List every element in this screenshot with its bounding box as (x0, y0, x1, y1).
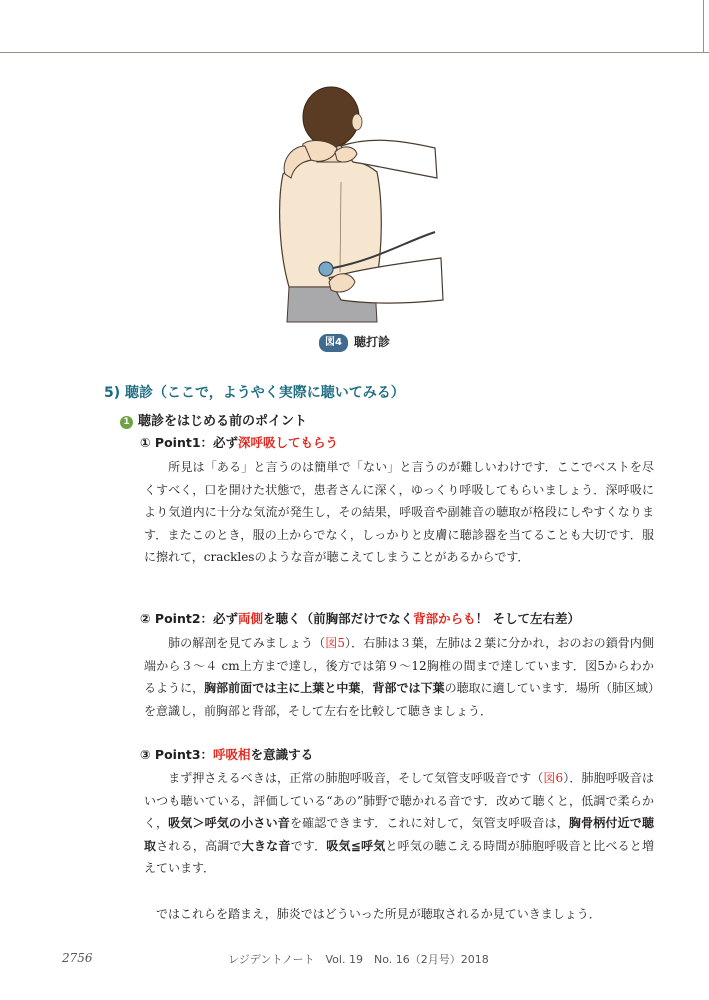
point1-paragraph (144, 456, 654, 569)
point1-highlight: 深呼吸してもらう (238, 435, 339, 450)
section-heading: 5) 聴診（ここで，ようやく実際に聴いてみる） (104, 385, 405, 401)
page-number: 2756 (62, 951, 93, 965)
figure6-reference[interactable]: 図6 (543, 771, 564, 785)
closing-sentence: ではこれらを踏まえ，肺炎ではどういった所見が聴取されるか見ていきましょう． (156, 907, 601, 921)
point3-paragraph (144, 767, 654, 880)
auscultation-illustration (265, 82, 445, 327)
point3-text-5: です． (290, 838, 327, 853)
journal-footer: レジデントノート Vol. 19 No. 16（2月号）2018 (228, 953, 489, 966)
point3-prefix: ③ Point3： (140, 747, 214, 762)
point1-text: 所見は「ある」と言うのは簡単で「ない」と言うのが難しいわけです．ここでベストを尽くすべく，口を開けた状態で，患者さんに深く，ゆっくり呼吸してもらいましょう．深呼吸により気道内に十分な気流が発生し，その結果，呼吸音や副雑音の聴取が格段にしやすくなります．またこのとき，服の上からでなく，しっかりと皮膚に聴診器を当てることも大切です．服に擦れて，cracklesのような音が聴こえてしまうことがあるからです． (144, 460, 654, 564)
figure-caption-text: 聴打診 (353, 335, 390, 349)
point2-highlight-back: 背部からも (413, 611, 476, 626)
point3-text-1: まず押さえるべきは，正常の肺胞呼吸音，そして気管支呼吸音です（ (168, 771, 544, 785)
point3-highlight: 呼吸相 (213, 747, 251, 762)
point2-bold-back: 背部では下葉 (372, 681, 445, 695)
header-rule (0, 52, 709, 53)
number-bullet: 1 (120, 416, 133, 429)
point3-suffix: を意識する (250, 747, 314, 762)
point2-bold-front: 胸部前面では主に上葉と中葉 (204, 681, 361, 695)
figure-caption (0, 334, 709, 352)
point2-text-2: ）．右肺は３葉，左肺は２葉に分かれ，おのおの鎖骨内側端から３〜４ cm上方まで達し，後方では第９〜12胸椎の間まで達しています．図5からわかるように， (144, 636, 654, 695)
point3-text-4: される，高調で (156, 838, 242, 853)
point1-heading (140, 434, 338, 451)
point3-bold-2: 胸骨柄付近で聴取 (144, 816, 654, 853)
figure5-reference[interactable]: 図5 (325, 636, 345, 650)
header-side-rule (703, 0, 704, 53)
point2-text-3: ， (360, 681, 373, 695)
point2-heading (140, 610, 580, 627)
point2-text-4: の聴取に適しています．場所（肺区域）を意識し，前胸部と背部，そして左右を比較して聴きましょう． (144, 681, 654, 718)
point3-bold-1: 吸気＞呼気の小さい音 (168, 816, 290, 830)
point3-bold-3: 大きな音 (241, 838, 291, 853)
point1-prefix: ① Point1：必ず (140, 435, 239, 450)
point3-bold-4: 吸気≦呼気 (326, 838, 386, 853)
point2-paragraph (144, 632, 654, 722)
point2-middle: を聴く（前胸部だけでなく (263, 611, 414, 626)
sub-heading (120, 413, 307, 430)
point2-prefix: ② Point2：必ず (140, 611, 239, 626)
point3-text-3: を確認できます．これに対して，気管支呼吸音は， (289, 816, 569, 830)
point3-text-2: ）．肺胞呼吸音はいつも聴いている，評価している“あの”肺野で聴かれる音です．改めて聴くと，低調で柔らかく， (144, 771, 654, 830)
point3-text-6: と呼気の聴こえる時間が肺胞呼吸音と比べると増えています． (144, 838, 654, 875)
figure-badge: 図4 (319, 334, 348, 352)
sub-heading-text: 聴診をはじめる前のポイント (138, 414, 308, 429)
point2-suffix: ！ そして左右差） (475, 611, 580, 626)
point3-heading (140, 746, 313, 763)
point2-highlight-both-sides: 両側 (238, 611, 264, 626)
point2-text-1: 肺の解剖を見てみましょう（ (168, 636, 326, 650)
